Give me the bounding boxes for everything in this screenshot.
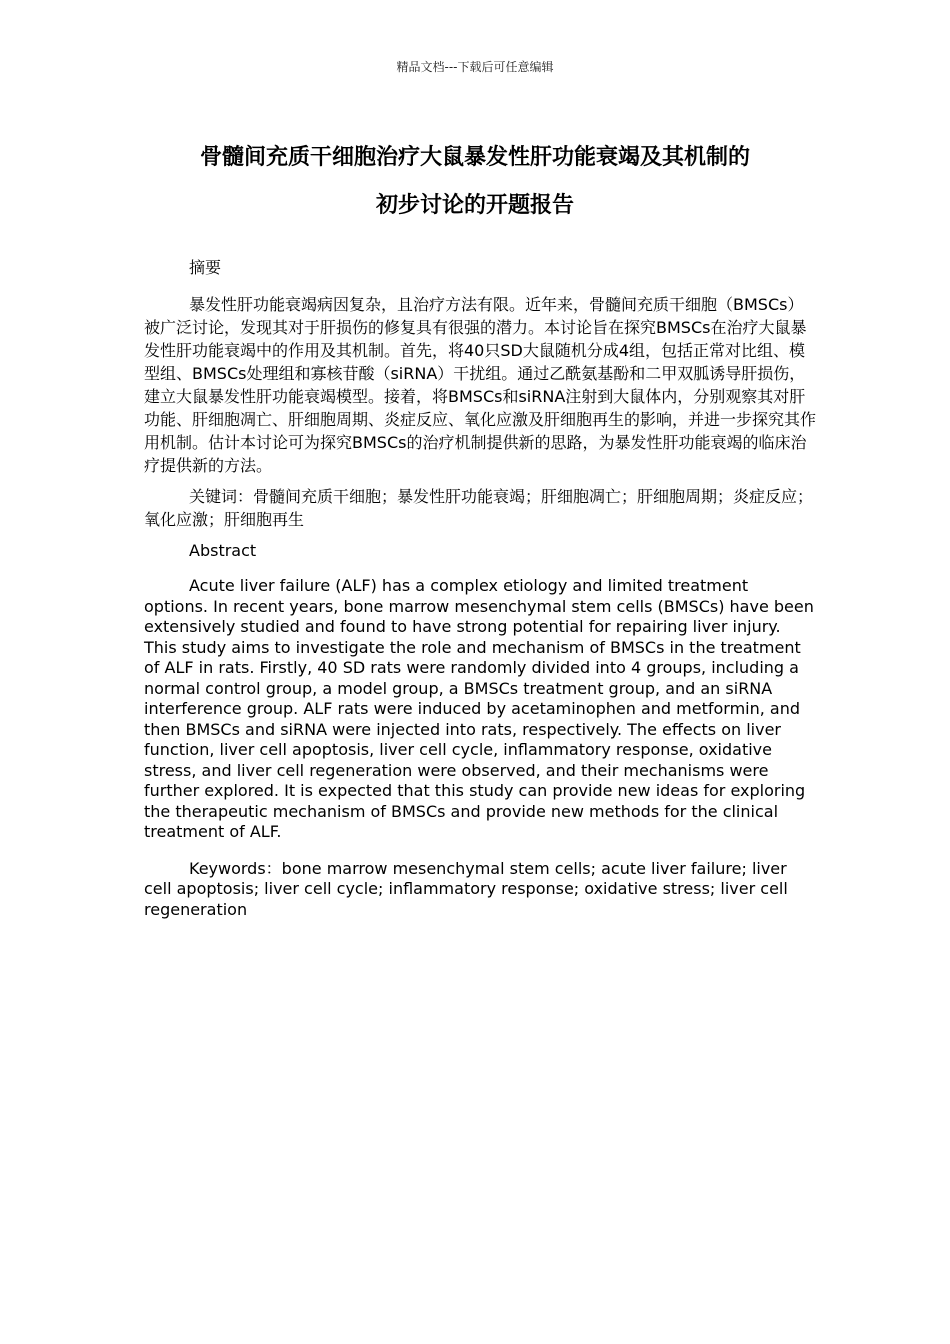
keywords-zh: 关键词：骨髓间充质干细胞；暴发性肝功能衰竭；肝细胞凋亡；肝细胞周期；炎症反应；氧化应激；肝细胞再生 <box>144 487 814 529</box>
title-line-1: 骨髓间充质干细胞治疗大鼠暴发性肝功能衰竭及其机制的 <box>199 145 750 170</box>
abstract-zh-heading: 摘要 <box>189 258 222 277</box>
abstract-zh-body: 暴发性肝功能衰竭病因复杂，且治疗方法有限。近年来，骨髓间充质干细胞（BMSCs）被广泛讨论，发现其对于肝损伤的修复具有很强的潜力。本讨论旨在探究BMSCs在治疗大鼠暴发性肝功能衰竭中的作用及其机制。首先，将40只SD大鼠随机分成4组，包括正常对比组、模型组、BMSCs处理组和寡核苷酸（siRNA）干扰组。通过乙酰氨基酚和二甲双胍诱导肝损伤，建立大鼠暴发性肝功能衰竭模型。接着，将BMSCs和siRNA注射到大鼠体内，分别观察其对肝功能、肝细胞凋亡、肝细胞周期、炎症反应、氧化应激及肝细胞再生的影响，并进一步探究其作用机制。估计本讨论可为探究BMSCs的治疗机制提供新的思路，为暴发性肝功能衰竭的临床治疗提供新的方法。 <box>144 295 817 475</box>
keywords-en: Keywords：bone marrow mesenchymal stem cells; acute liver failure; liver cell apoptosis; liver cell cycle; inflammatory response; oxidative stress; liver cell regeneration <box>144 858 788 919</box>
abstract-en-heading: Abstract <box>189 541 257 560</box>
page-header-note: 精品文档---下载后可任意编辑 <box>396 60 554 74</box>
title-line-2: 初步讨论的开题报告 <box>375 193 574 218</box>
abstract-en-body: Acute liver failure (ALF) has a complex etiology and limited treatment options. In recent years, bone marrow mesenchymal stem cells (BMSCs) have been extensively studied and found to have strong potential for repairing liver injury. This study aims to investigate the role and mechanism of BMSCs in the treatment of ALF in rats. Firstly, 40 SD rats were randomly divided into 4 groups, including a normal control group, a model group, a BMSCs treatment group, and an siRNA interference group. ALF rats were induced by acetaminophen and metformin, and then BMSCs and siRNA were injected into rats, respectively. The effects on liver function, liver cell apoptosis, liver cell cycle, inflammatory response, oxidative stress, and liver cell regeneration were observed, and their mechanisms were further explored. It is expected that this study can provide new ideas for exploring the therapeutic mechanism of BMSCs and provide new methods for the clinical treatment of ALF. <box>144 576 814 841</box>
document-body <box>144 256 816 920</box>
document-title <box>120 134 830 230</box>
